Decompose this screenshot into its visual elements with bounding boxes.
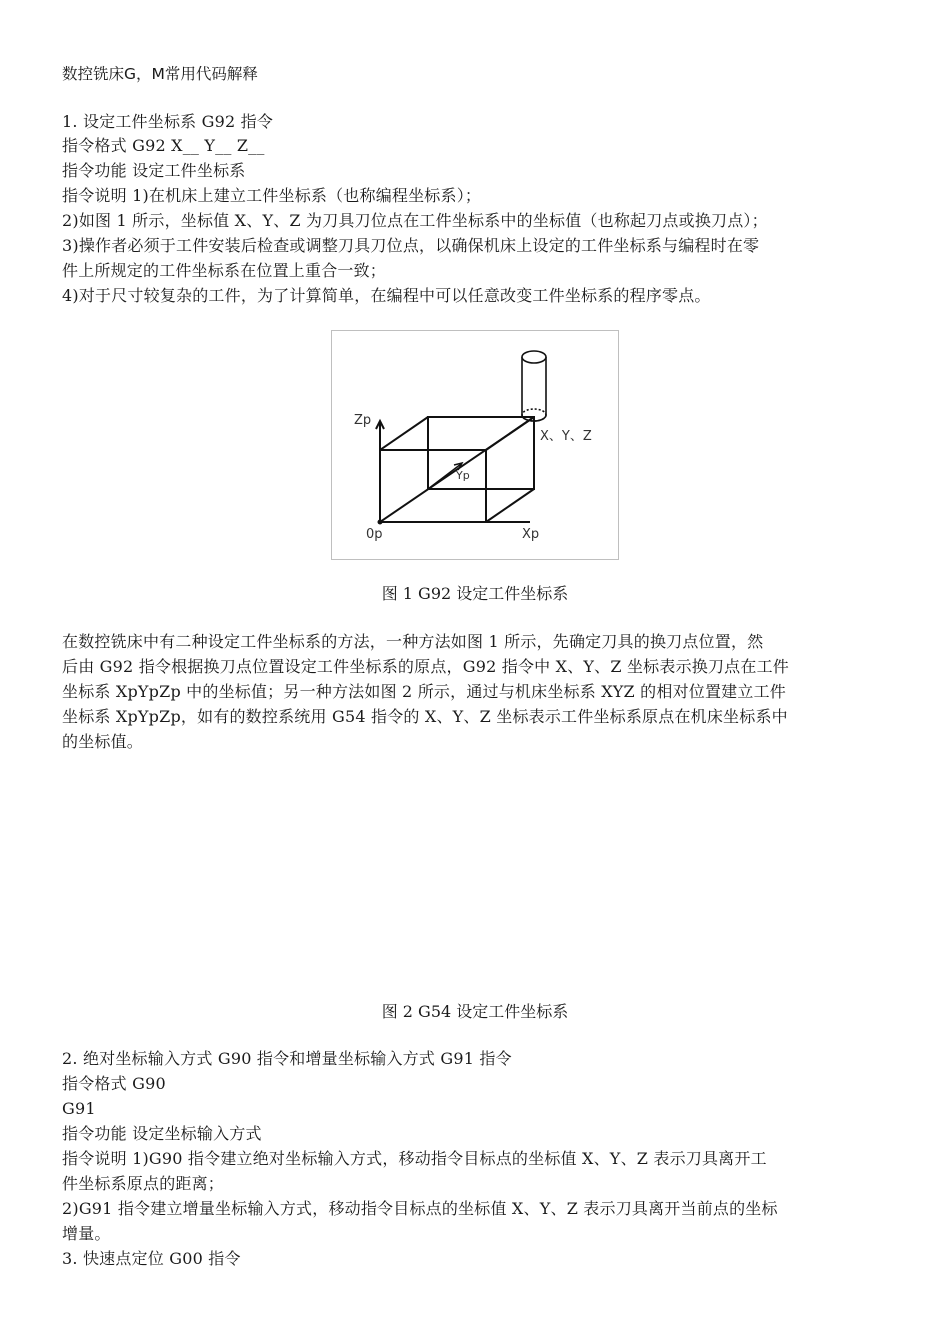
paragraph-line-2: 后由 G92 指令根据换刀点位置设定工件坐标系的原点，G92 指令中 X、Y、Z 坐标表示换刀点在工件 (62, 657, 789, 676)
section1-heading: 1. 设定工件坐标系 G92 指令 (62, 112, 274, 131)
label-xp: Xp (522, 527, 540, 542)
section2-desc2a: 2)G91 指令建立增量坐标输入方式，移动指令目标点的坐标值 X、Y、Z 表示刀具离开当前点的坐标 (62, 1199, 778, 1218)
section1-desc3b: 件上所规定的工件坐标系在位置上重合一致； (62, 261, 387, 280)
document-title: 数控铣床G，M常用代码解释 (62, 65, 258, 83)
section1-desc2: 2)如图 1 所示，坐标值 X、Y、Z 为刀具刀位点在工件坐标系中的坐标值（也称起刀点或换刀点）； (62, 211, 768, 230)
section2-function: 指令功能 设定坐标输入方式 (62, 1124, 262, 1143)
section2-heading: 2. 绝对坐标输入方式 G90 指令和增量坐标输入方式 G91 指令 (62, 1049, 512, 1068)
cutting-tool (522, 351, 546, 421)
section1-desc4: 4)对于尺寸较复杂的工件，为了计算简单，在编程中可以任意改变工件坐标系的程序零点。 (62, 286, 711, 305)
label-zp: Zp (354, 413, 372, 428)
paragraph-line-3: 坐标系 XpYpZp 中的坐标值；另一种方法如图 2 所示，通过与机床坐标系 XYZ 的相对位置建立工件 (62, 682, 786, 701)
paragraph-line-1: 在数控铣床中有二种设定工件坐标系的方法，一种方法如图 1 所示，先确定刀具的换刀点位置，然 (62, 632, 764, 651)
paragraph-line-4: 坐标系 XpYpZp，如有的数控系统用 G54 指令的 X、Y、Z 坐标表示工件坐标系原点在机床坐标系中 (62, 707, 788, 726)
figure1-diagram (331, 330, 619, 560)
label-xyz: X、Y、Z (540, 429, 592, 444)
figure2-caption: 图 2 G54 设定工件坐标系 (381, 1002, 569, 1021)
section2-desc1b: 件坐标系原点的距离； (62, 1174, 225, 1193)
section2-format: 指令格式 G90 (62, 1074, 166, 1093)
section1-desc3a: 3)操作者必须于工件安装后检查或调整刀具刀位点，以确保机床上设定的工件坐标系与编程时在零 (62, 236, 760, 255)
label-yp: Yp (456, 469, 470, 482)
figure1-caption: 图 1 G92 设定工件坐标系 (381, 584, 569, 603)
paragraph-line-5: 的坐标值。 (62, 732, 144, 751)
section1-desc1: 指令说明 1)在机床上建立工件坐标系（也称编程坐标系）； (62, 186, 482, 205)
section2-format2: G91 (62, 1099, 96, 1118)
label-op: 0p (366, 527, 383, 542)
section2-desc2b: 增量。 (62, 1224, 111, 1243)
section1-function: 指令功能 设定工件坐标系 (62, 161, 246, 180)
section1-format: 指令格式 G92 X__ Y__ Z__ (62, 136, 265, 155)
section3-heading: 3. 快速点定位 G00 指令 (62, 1249, 241, 1268)
section2-desc1a: 指令说明 1)G90 指令建立绝对坐标输入方式，移动指令目标点的坐标值 X、Y、Z 表示刀具离开工 (62, 1149, 767, 1168)
